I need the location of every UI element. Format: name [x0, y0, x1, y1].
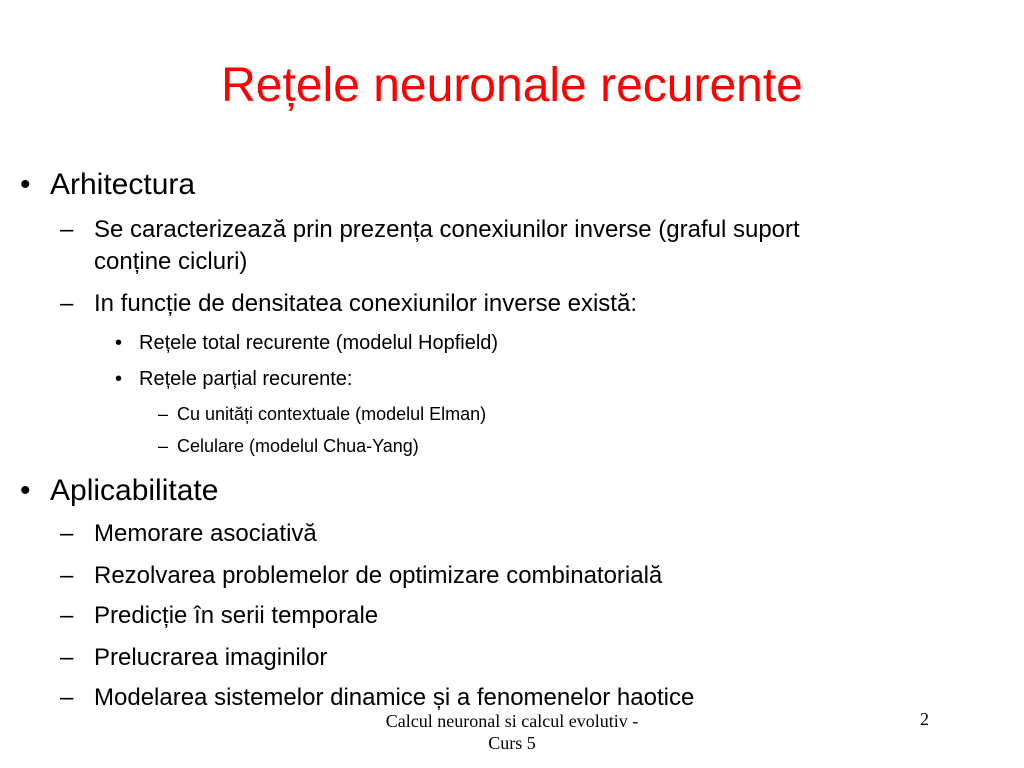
- bullet-aplicabilitate: Aplicabilitate: [50, 474, 219, 507]
- sub-bullet-densitate: In funcție de densitatea conexiunilor inverse există:: [94, 290, 637, 317]
- dash-marker: –: [60, 602, 74, 629]
- sub-bullet-rezolvarea: Rezolvarea problemelor de optimizare combinatorială: [94, 562, 663, 589]
- dash-marker: –: [60, 290, 74, 317]
- slide-title: Rețele neuronale recurente: [221, 59, 803, 112]
- sub-bullet-memorare: Memorare asociativă: [94, 520, 317, 547]
- sub-sub-bullet-partial-recurente: Rețele parțial recurente:: [139, 368, 353, 390]
- dash-marker: –: [60, 644, 74, 671]
- dash-marker: –: [60, 216, 74, 243]
- bullet-marker: •: [115, 332, 123, 354]
- dash-marker: –: [60, 520, 74, 547]
- sub-sub-bullet-total-recurente: Rețele total recurente (modelul Hopfield): [139, 332, 499, 354]
- bullet-marker: •: [20, 474, 31, 507]
- level4-item-elman: Cu unități contextuale (modelul Elman): [177, 404, 487, 424]
- sub-bullet-modelarea: Modelarea sistemelor dinamice și a fenomenelor haotice: [94, 684, 695, 711]
- sub-bullet-caracterizeaza-cont: conține cicluri): [94, 248, 248, 275]
- bullet-marker: •: [20, 168, 31, 201]
- dash-marker: –: [60, 684, 74, 711]
- sub-bullet-prelucrarea: Prelucrarea imaginilor: [94, 644, 328, 671]
- footer-course-line1: Calcul neuronal si calcul evolutiv -: [385, 711, 639, 731]
- dash-marker: –: [60, 562, 74, 589]
- page-number: 2: [920, 709, 929, 729]
- dash-marker: –: [158, 404, 169, 424]
- footer-course-line2: Curs 5: [488, 733, 536, 753]
- sub-bullet-predictie: Predicție în serii temporale: [94, 602, 379, 629]
- footer-course: [352, 710, 672, 754]
- level4-item-chua-yang: Celulare (modelul Chua-Yang): [177, 436, 419, 456]
- bullet-marker: •: [115, 368, 123, 390]
- sub-bullet-caracterizeaza: Se caracterizează prin prezența conexiunilor inverse (graful suport: [94, 216, 800, 243]
- dash-marker: –: [158, 436, 169, 456]
- bullet-arhitectura: Arhitectura: [50, 168, 196, 201]
